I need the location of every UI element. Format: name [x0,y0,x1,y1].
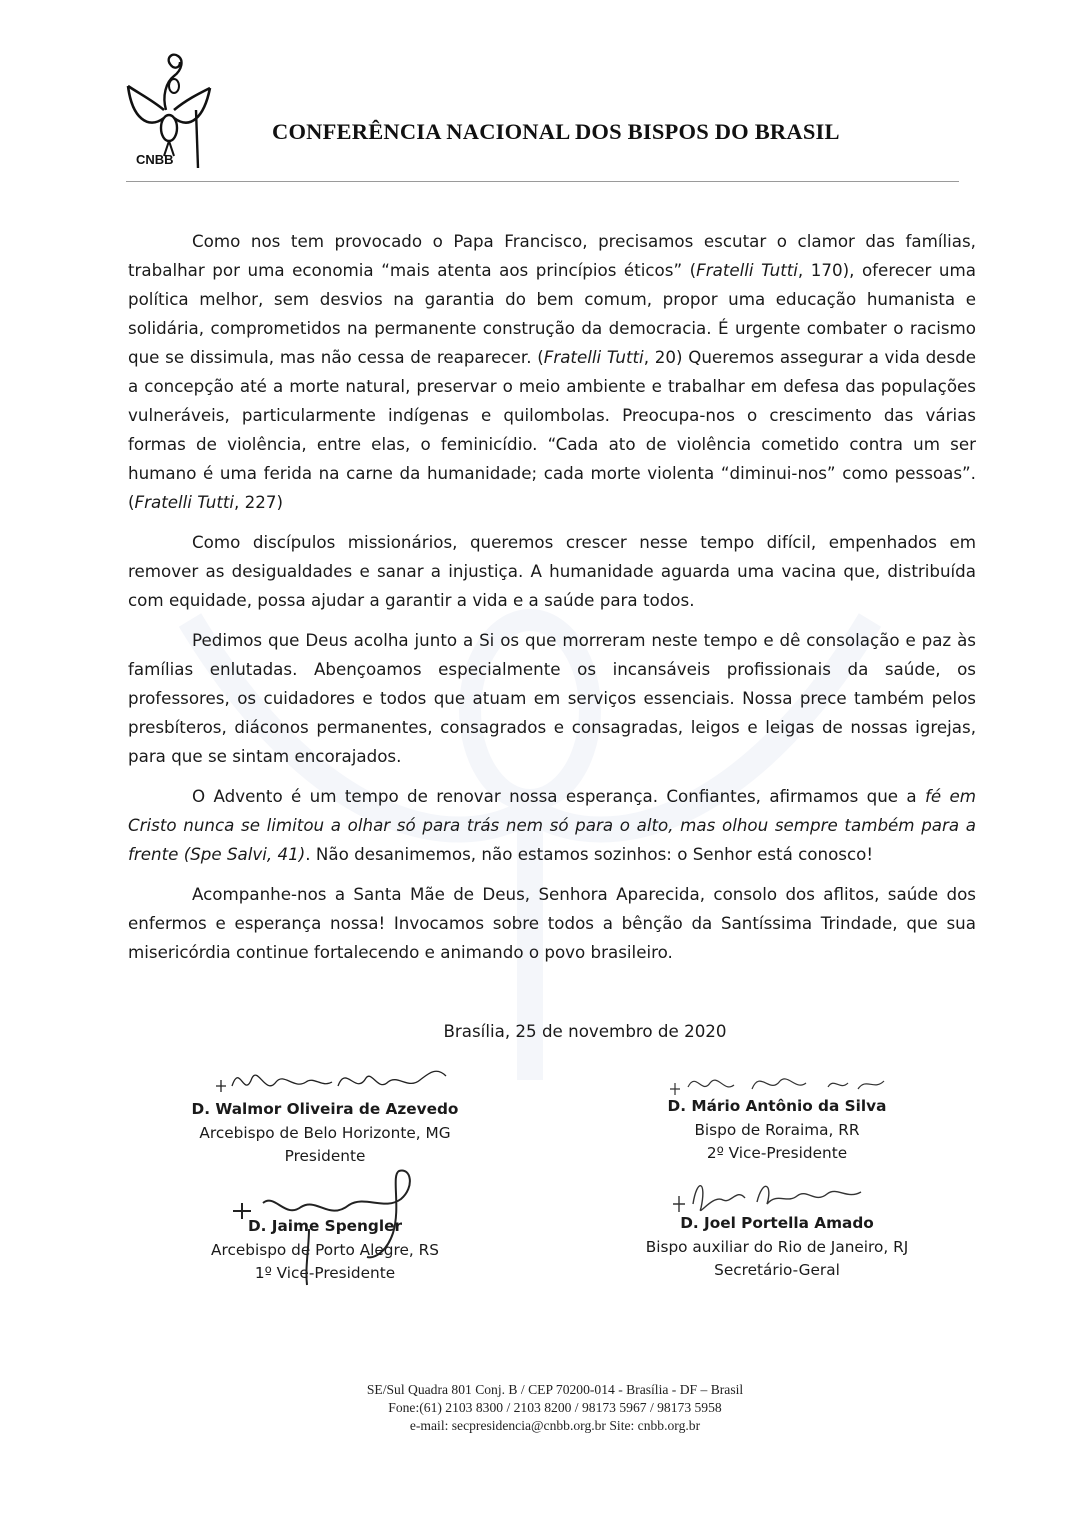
signature-block-secretary-general [622,1212,932,1283]
body-paragraph [128,626,976,771]
letter-body [128,227,976,978]
signatory-name: D. Joel Portella Amado [680,1214,874,1232]
paragraph-text: Pedimos que Deus acolha junto a Si os que morreram neste tempo e dê consolação e paz às famílias enlutadas. Abençoamos especialmente os incansáveis profissionais da saúde, os professores, os cuidadores e todos que atuam em serviços essenciais. Nossa prece também pelos presbíteros, diáconos permanentes, consagrados e consagradas, leigos e leigas de nossas igrejas, para que se sintam encorajados. [128,630,976,766]
signature-block-second-vice-president [622,1095,932,1166]
header-title: CONFERÊNCIA NACIONAL DOS BISPOS DO BRASIL [272,119,840,144]
paragraph-text: . Não desanimemos, não estamos sozinhos: o Senhor está conosco! [305,844,874,864]
paragraph-text: Como nos tem provocado o Papa Francisco, precisamos escutar o clamor das famílias, trabalhar por uma economia “mais atenta aos princípios éticos” ( [128,231,976,280]
body-paragraph [128,880,976,967]
paragraph-text: Como discípulos missionários, queremos crescer nesse tempo difícil, empenhados em remover as desigualdades e sanar a injustiça. A humanidade aguarda uma vacina que, distribuída com equidade, possa ajudar a garantir a vida e a saúde para todos. [128,532,976,610]
italic-citation: Fratelli Tutti [696,260,798,280]
signatory-title: 2º Vice-Presidente [706,1144,848,1162]
signatory-title: 1º Vice-Presidente [254,1264,396,1282]
italic-citation: Fratelli Tutti [543,347,644,367]
signatory-name: D. Jaime Spengler [247,1217,403,1235]
signature-block-first-vice-president [170,1215,480,1286]
paragraph-text: , 20) Queremos assegurar a vida desde a concepção até a morte natural, preservar o meio ambiente e trabalhar em defesa das populações vulneráveis, particularmente indígenas e quilombolas. Preocupa-nos o crescimento das várias formas de violência, entre elas, o feminicídio. “Cada ato de violência cometido contra um ser humano é uma ferida na carne da humanidade; cada morte violenta “diminui-nos” como pessoas”. ( [128,347,976,512]
place-and-date: Brasília, 25 de novembro de 2020 [443,1021,727,1041]
footer-address: SE/Sul Quadra 801 Conj. B / CEP 70200-014 - Brasília - DF – Brasil [366,1382,744,1397]
body-paragraph [128,227,976,517]
signatory-title: Presidente [284,1147,366,1165]
body-paragraph [128,528,976,615]
footer-contact [0,1381,1080,1435]
header-divider [126,181,959,182]
paragraph-text: , 227) [234,492,284,512]
paragraph-text: , 170), oferecer uma política melhor, sem desvios na garantia do bem comum, propor uma educação humanista e solidária, comprometidos na permanente construção da democracia. É urgente combater o racismo que se dissimula, mas não cessa de reaparecer. ( [128,260,976,367]
signatory-name: D. Walmor Oliveira de Azevedo [191,1100,459,1118]
signatory-role: Bispo auxiliar do Rio de Janeiro, RJ [645,1237,909,1256]
paragraph-text: O Advento é um tempo de renovar nossa esperança. Confiantes, afirmamos que a [192,786,925,806]
footer-phones: Fone:(61) 2103 8300 / 2103 8200 / 98173 5967 / 98173 5958 [388,1400,722,1415]
logo-text: CNBB [136,152,174,167]
italic-citation: Fratelli Tutti [134,492,235,512]
body-paragraph [128,782,976,869]
signatory-role: Bispo de Roraima, RR [694,1120,860,1139]
signatory-role: Arcebispo de Belo Horizonte, MG [199,1123,451,1142]
italic-citation: fé em Cristo nunca se limitou a olhar só para trás nem só para o alto, mas olhou sempre também para a frente (Spe Salvi, 41) [128,786,976,864]
signature-block-president [170,1098,480,1169]
footer-email-site: e-mail: secpresidencia@cnbb.org.br Site: cnbb.org.br [409,1418,701,1433]
signatory-name: D. Mário Antônio da Silva [667,1097,887,1115]
paragraph-text: Acompanhe-nos a Santa Mãe de Deus, Senhora Aparecida, consolo dos aflitos, saúde dos enfermos e esperança nossa! Invocamos sobre todos a bênção da Santíssima Trindade, que sua misericórdia continue fortalecendo e animando o povo brasileiro. [128,884,976,962]
signatory-role: Arcebispo de Porto Alegre, RS [211,1240,439,1259]
signatory-title: Secretário-Geral [714,1261,840,1279]
